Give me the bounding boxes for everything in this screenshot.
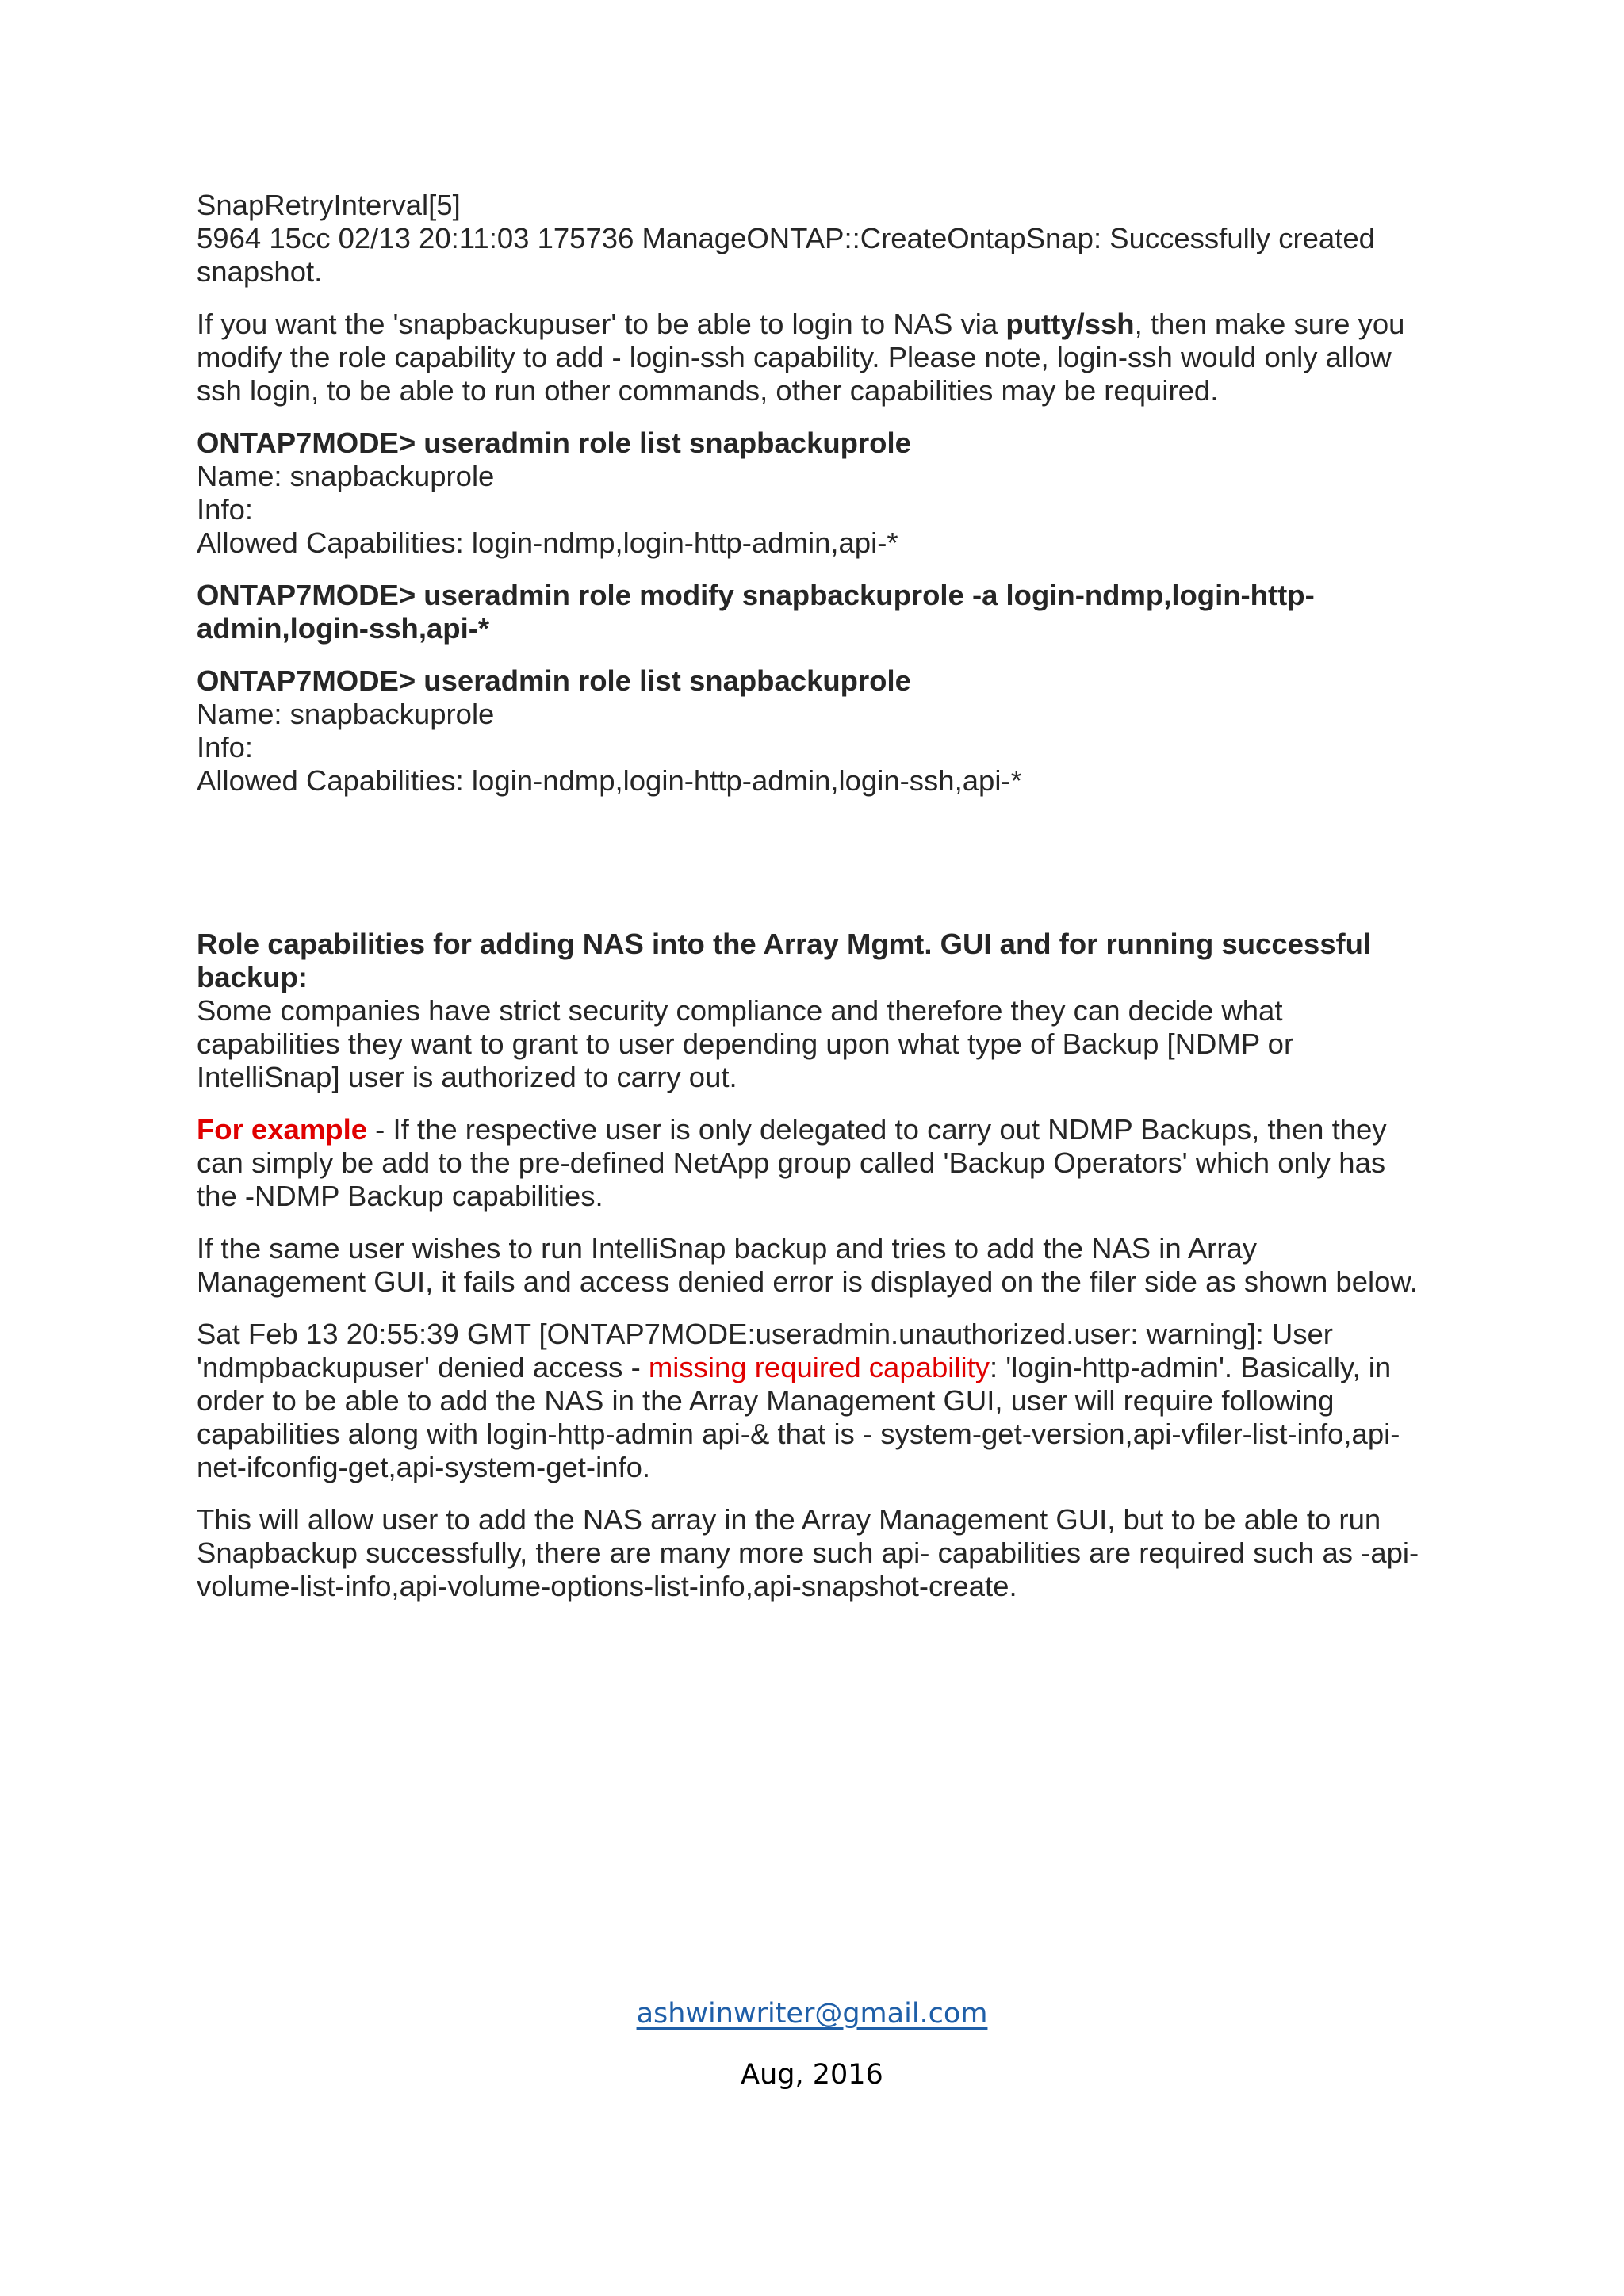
command-block-list-2: [197, 664, 1434, 798]
error-log-paragraph: [197, 1318, 1434, 1484]
example-paragraph: [197, 1113, 1434, 1213]
error-text-after: : 'login-http-admin'. Basically, in order to be able to add the NAS in the Array Management GUI, user will require following capabilities along with login-http-admin api-& that is - system-get-version,api-vfiler-list-info,api-net-ifconfig-get,api-system-get-info.: [197, 1351, 1400, 1483]
example-text: - If the respective user is only delegated to carry out NDMP Backups, then they can simply be add to the pre-defined NetApp group called 'Backup Operators' which only has the -NDMP Backup capabilities.: [197, 1113, 1387, 1212]
document-body: [197, 189, 1434, 1622]
role-capabilities-section: [197, 928, 1434, 1094]
role-info-line: Info:: [197, 493, 254, 526]
command-role-list-2: ONTAP7MODE> useradmin role list snapbackuprole: [197, 664, 911, 697]
role-name-line: Name: snapbackuprole: [197, 460, 495, 492]
role-name-line-2: Name: snapbackuprole: [197, 698, 495, 730]
putty-text-after: , then make sure you modify the role capability to add - login-ssh capability. Please note, login-ssh would only allow ssh login, to be able to run other commands, other capabilities may be required.: [197, 308, 1405, 407]
log-line-retry-interval: SnapRetryInterval[5]: [197, 189, 461, 221]
section-heading: Role capabilities for adding NAS into the Array Mgmt. GUI and for running successful backup:: [197, 928, 1372, 993]
putty-ssh-bold: putty/ssh: [1005, 308, 1135, 340]
log-block: [197, 189, 1434, 289]
missing-capability-highlight: missing required capability: [648, 1351, 990, 1383]
document-date: Aug, 2016: [741, 2059, 883, 2091]
role-info-line-2: Info:: [197, 731, 254, 763]
putty-text-before: If you want the 'snapbackupuser' to be able to login to NAS via: [197, 308, 1006, 340]
command-block-modify: [197, 579, 1434, 645]
final-paragraph: This will allow user to add the NAS array in the Array Management GUI, but to be able to run Snapbackup successfully, there are many more such api- capabilities are required such as -api-volume-list-info,api-volume-options-list-info,api-snapshot-create.: [197, 1503, 1419, 1602]
command-role-list: ONTAP7MODE> useradmin role list snapbackuprole: [197, 427, 911, 459]
command-block-list-1: [197, 427, 1434, 560]
error-text-before: Sat Feb 13 20:55:39 GMT [ONTAP7MODE:useradmin.unauthorized.user: warning]: User 'ndmpbackupuser' denied access -: [197, 1318, 1333, 1383]
section-intro-text: Some companies have strict security compliance and therefore they can decide what capabilities they want to grant to user depending upon what type of Backup [NDMP or IntelliSnap] user is authorized to carry out.: [197, 994, 1294, 1093]
section-spacer: [197, 817, 1434, 928]
putty-ssh-paragraph: [197, 308, 1434, 408]
intellisnap-paragraph: If the same user wishes to run IntelliSnap backup and tries to add the NAS in Array Management GUI, it fails and access denied error is displayed on the filer side as shown below.: [197, 1232, 1418, 1298]
role-capabilities-line-2: Allowed Capabilities: login-ndmp,login-http-admin,login-ssh,api-*: [197, 764, 1022, 797]
author-email-link[interactable]: ashwinwriter@gmail.com: [636, 1998, 988, 2030]
log-line-snapshot-created: 5964 15cc 02/13 20:11:03 175736 ManageONTAP::CreateOntapSnap: Successfully created snapshot.: [197, 222, 1375, 288]
example-label: For example: [197, 1113, 368, 1146]
command-role-modify: ONTAP7MODE> useradmin role modify snapbackuprole -a login-ndmp,login-http-admin,login-ssh,api-*: [197, 579, 1315, 645]
role-capabilities-line: Allowed Capabilities: login-ndmp,login-http-admin,api-*: [197, 526, 898, 559]
